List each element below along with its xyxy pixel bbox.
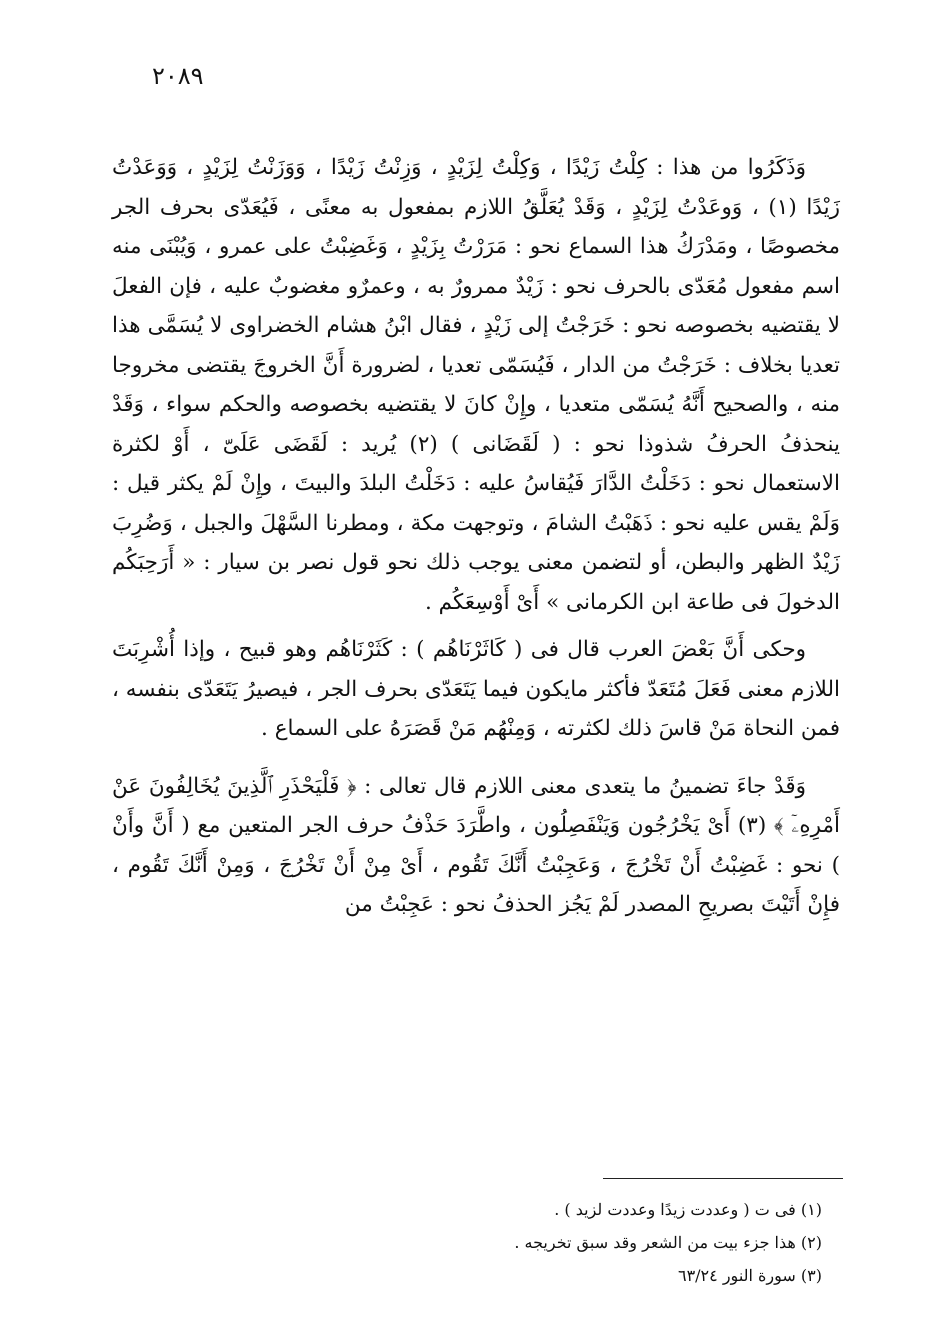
paragraph: وحكى أَنَّ بَعْضَ العرب قال فى ( كَاثَرْنَاهُم ) : كَثَرْنَاهُم وهو قبيح ، وإذا أُشْرِبَتَ اللازم معنى فَعَلَ مُتَعَدّ فأكثر مايكون فيما يَتَعَدّى بحرف الجر ، فيصيرُ يَتَعَدّى بنفسه ، فمن النحاة مَنْ قاسَ ذلك لكثرته ، وَمِنْهُم مَنْ قَصَرَهُ على السماع . — [112, 637, 840, 741]
footnotes — [300, 1193, 840, 1292]
main-text — [112, 148, 840, 925]
paragraph: وَقَدْ جاءَ تضمينُ ما يتعدى معنى اللازم قال تعالى : ﴿ فَلْيَحْذَرِ ٱلَّذِينَ يُخَالِفُونَ عَنْ أَمْرِهِۦٓ ﴾ (٣) أَىْ يَخْرُجُون وَيَنْفَصِلُون ، واطَّرَدَ حَذْفُ حرف الجر المتعين مع ( أَنَّ وأَنْ ) نحو : غَضِبْتُ أَنْ تَخْرُجَ ، وَعَجِبْتُ أَنَّكَ تَقُوم ، أَىْ مِنْ أَنْ تَخْرُجَ ، وَمِنْ أَنَّكَ تَقُوم ، فإِنْ أَتَيْتَ بصريحِ المصدر لَمْ يَجُز الحذفُ نحو : عَجِبْتُ من — [112, 773, 840, 917]
footnote: (٣) سورة النور ٦٣/٢٤ — [677, 1266, 822, 1285]
footnote: (٢) هذا جزء بيت من الشعر وقد سبق تخريجه . — [514, 1233, 822, 1252]
page-number: ٢٠٨٩ — [152, 62, 204, 90]
paragraph: وَذَكَرُوا من هذا : كِلْتُ زَيْدًا ، وَكِلْتُ لِزَيْدٍ ، وَزِنْتُ زَيْدًا ، وَوَزَنْتُ لِزَيْدٍ ، وَوَعَدْتُ زَيْدًا (١) ، وَوعَدْتُ لِزَيْدٍ ، وَقَدْ يُعَلَّقُ اللازم بمفعول به معنًى ، فَيُعَدّى بحرف الجر مخصوصًا ، ومَدْرَكُ هذا السماع نحو : مَرَرْتُ بِزَيْدٍ ، وَغَضِبْتُ على عمرو ، وَيُبْنَى منه اسم مفعول مُعَدّى بالحرف نحو : زَيْدٌ ممرورٌ به ، وعمرٌو مغضوبٌ عليه ، فإن الفعلَ لا يقتضيه بخصوصه نحو : خَرَجْتُ إلى زَيْدٍ ، فقال ابْنُ هشام الخضراوى لا يُسَمَّى هذا تعديا بخلاف : خَرَجْتُ من الدار ، فَيُسَمّى تعديا ، لضرورة أَنَّ الخروجَ يقتضى مخروجا منه ، والصحيح أَنَّهُ يُسَمّى متعديا ، وإِنْ كانَ لا يقتضيه بخصوصه والحكم سواء ، وَقَدْ ينحذفُ الحرفُ شذوذا نحو : ( لَقَضَانى ) (٢) يُريد : لَقَضَى عَلَىّ ، أَوْ لكثرة الاستعمال نحو : دَخَلْتُ الدَّارَ فَيُقاسُ عليه : دَخَلْتُ البلدَ والبيتَ ، وإِنْ لَمْ يكثر قيل : وَلَمْ يقس عليه نحو : ذَهَبْتُ الشامَ ، وتوجهت مكة ، ومطرنا السَّهْلَ والجبل ، وَضُرِبَ زَيْدٌ الظهر والبطن، أو لتضمن معنى يوجب ذلك نحو قول نصر بن سيار : « أَرَحِبَكُم الدخولَ فى طاعة ابن الكرمانى » أَىْ أَوْسِعَكُم . — [112, 155, 840, 615]
footnote-divider — [603, 1178, 843, 1179]
footnote: (١) فى ت ( وعددت زيدًا وعددت لزيد ) . — [554, 1200, 822, 1219]
